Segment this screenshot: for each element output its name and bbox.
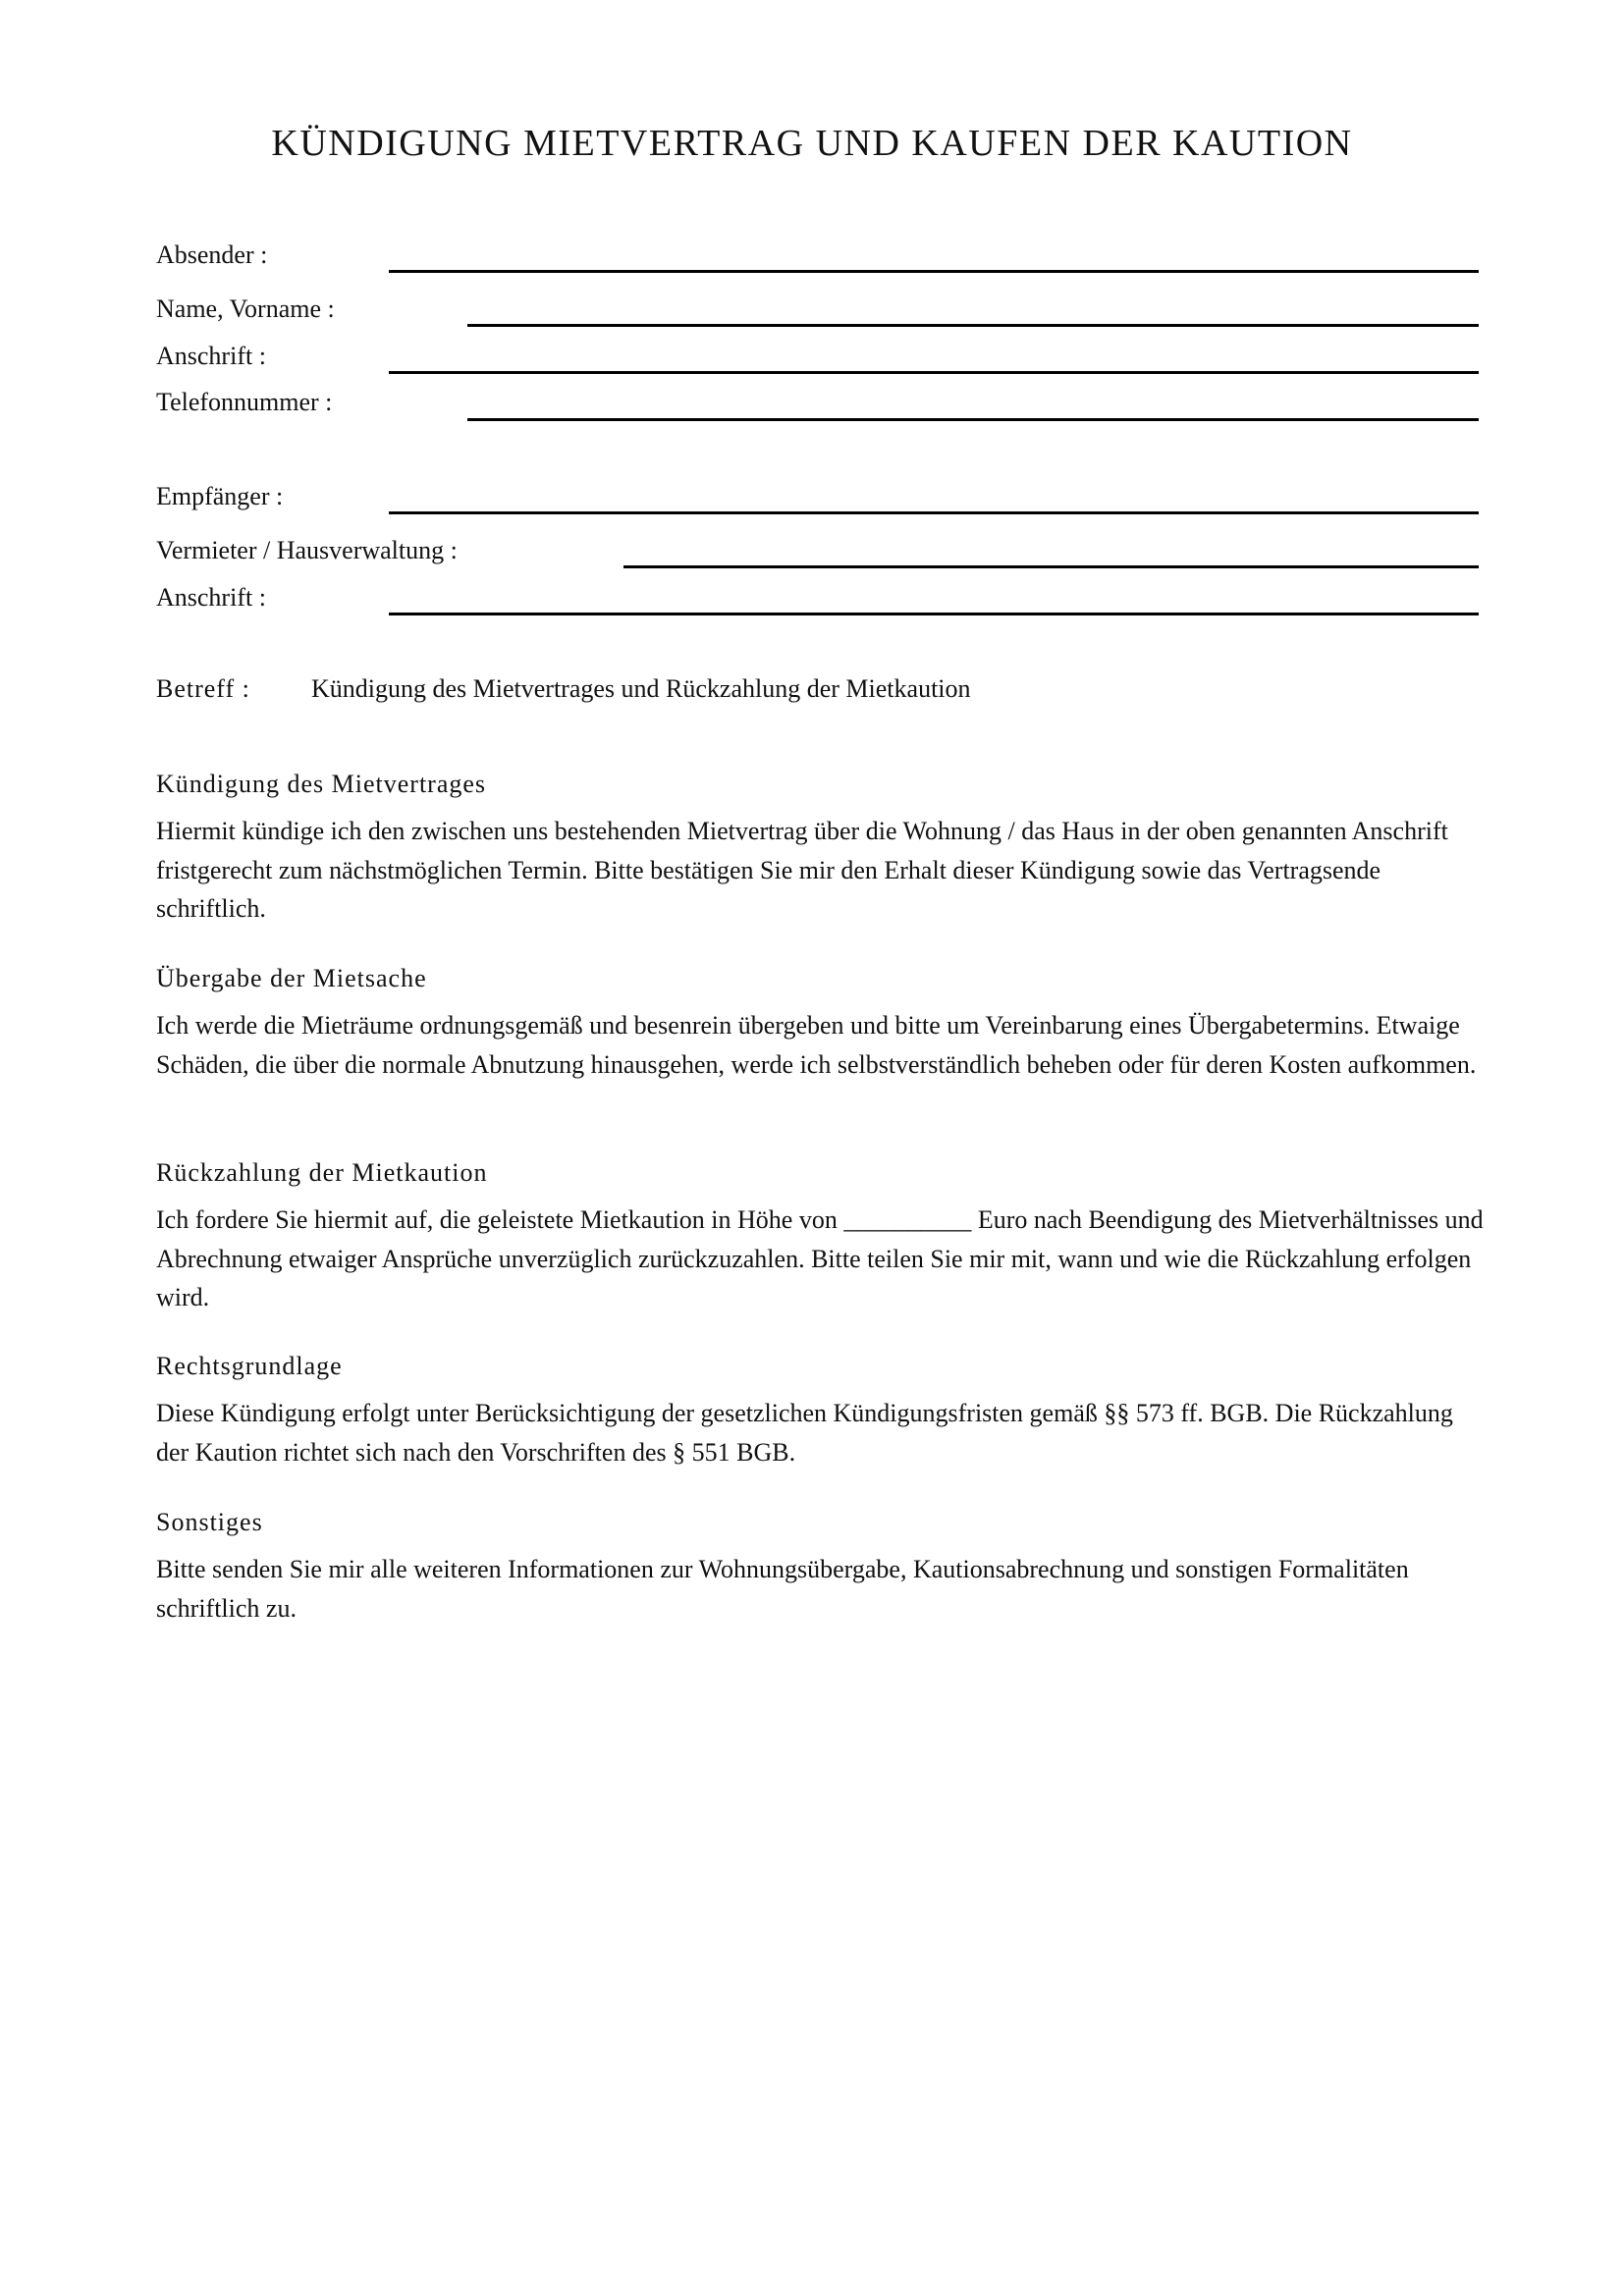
sender-phone-label: Telefonnummer : (156, 388, 333, 416)
section-heading-legal-basis: Rechtsgrundlage (156, 1352, 343, 1380)
section-heading-handover: Übergabe der Mietsache (156, 964, 427, 992)
section-heading-termination: Kündigung des Mietvertrages (156, 770, 487, 798)
landlord-label: Vermieter / Hausverwaltung : (156, 536, 458, 564)
recipient-address-input-line[interactable] (389, 613, 1479, 615)
section-paragraph: Ich fordere Sie hiermit auf, die geleistete Mietkaution in Höhe von __________ Euro nach Beendigung des Mietverhältnisses und Abrechnung etwaiger Ansprüche unverzüglich zurückzuzahlen. Bitte teilen Sie mir mit, wann und wie die Rückzahlung erfolgen wird. (156, 1205, 1484, 1311)
section-body-handover (156, 1006, 1491, 1084)
subject-label: Betreff : (156, 674, 250, 703)
sender-name-input-line[interactable] (467, 324, 1479, 327)
landlord-input-line[interactable] (623, 565, 1479, 568)
recipient-input-line[interactable] (389, 511, 1479, 514)
sender-address-label: Anschrift : (156, 342, 266, 370)
section-body-legal-basis (156, 1394, 1491, 1471)
section-body-deposit-refund (156, 1201, 1491, 1317)
recipient-label: Empfänger : (156, 482, 284, 510)
recipient-address-label: Anschrift : (156, 583, 266, 612)
document-title: KÜNDIGUNG MIETVERTRAG UND KAUFEN DER KAUTION (271, 123, 1353, 164)
sender-phone-input-line[interactable] (467, 418, 1479, 421)
section-heading-miscellaneous: Sonstiges (156, 1508, 263, 1536)
section-body-miscellaneous (156, 1550, 1491, 1628)
section-paragraph: Diese Kündigung erfolgt unter Berücksichtigung der gesetzlichen Kündigungsfristen gemäß §§ 573 ff. BGB. Die Rückzahlung der Kaution richtet sich nach den Vorschriften des § 551 BGB. (156, 1399, 1453, 1467)
sender-label: Absender : (156, 240, 268, 269)
section-paragraph: Hiermit kündige ich den zwischen uns bestehenden Mietvertrag über die Wohnung / das Haus in der oben genannten Anschrift fristgerecht zum nächstmöglichen Termin. Bitte bestätigen Sie mir den Erhalt dieser Kündigung sowie das Vertragsende schriftlich. (156, 817, 1448, 923)
subject-text: Kündigung des Mietvertrages und Rückzahlung der Mietkaution (311, 674, 971, 703)
section-heading-deposit-refund: Rückzahlung der Mietkaution (156, 1158, 488, 1187)
sender-input-line[interactable] (389, 270, 1479, 273)
section-paragraph: Ich werde die Mieträume ordnungsgemäß und besenrein übergeben und bitte um Vereinbarung eines Übergabetermins. Etwaige Schäden, die über die normale Abnutzung hinausgehen, werde ich selbstverständlich beheben oder für deren Kosten aufkommen. (156, 1011, 1477, 1079)
sender-name-label: Name, Vorname : (156, 294, 335, 323)
section-paragraph: Bitte senden Sie mir alle weiteren Informationen zur Wohnungsübergabe, Kautionsabrechnung und sonstigen Formalitäten schriftlich zu. (156, 1555, 1409, 1623)
sender-address-input-line[interactable] (389, 371, 1479, 374)
section-body-termination (156, 812, 1491, 929)
